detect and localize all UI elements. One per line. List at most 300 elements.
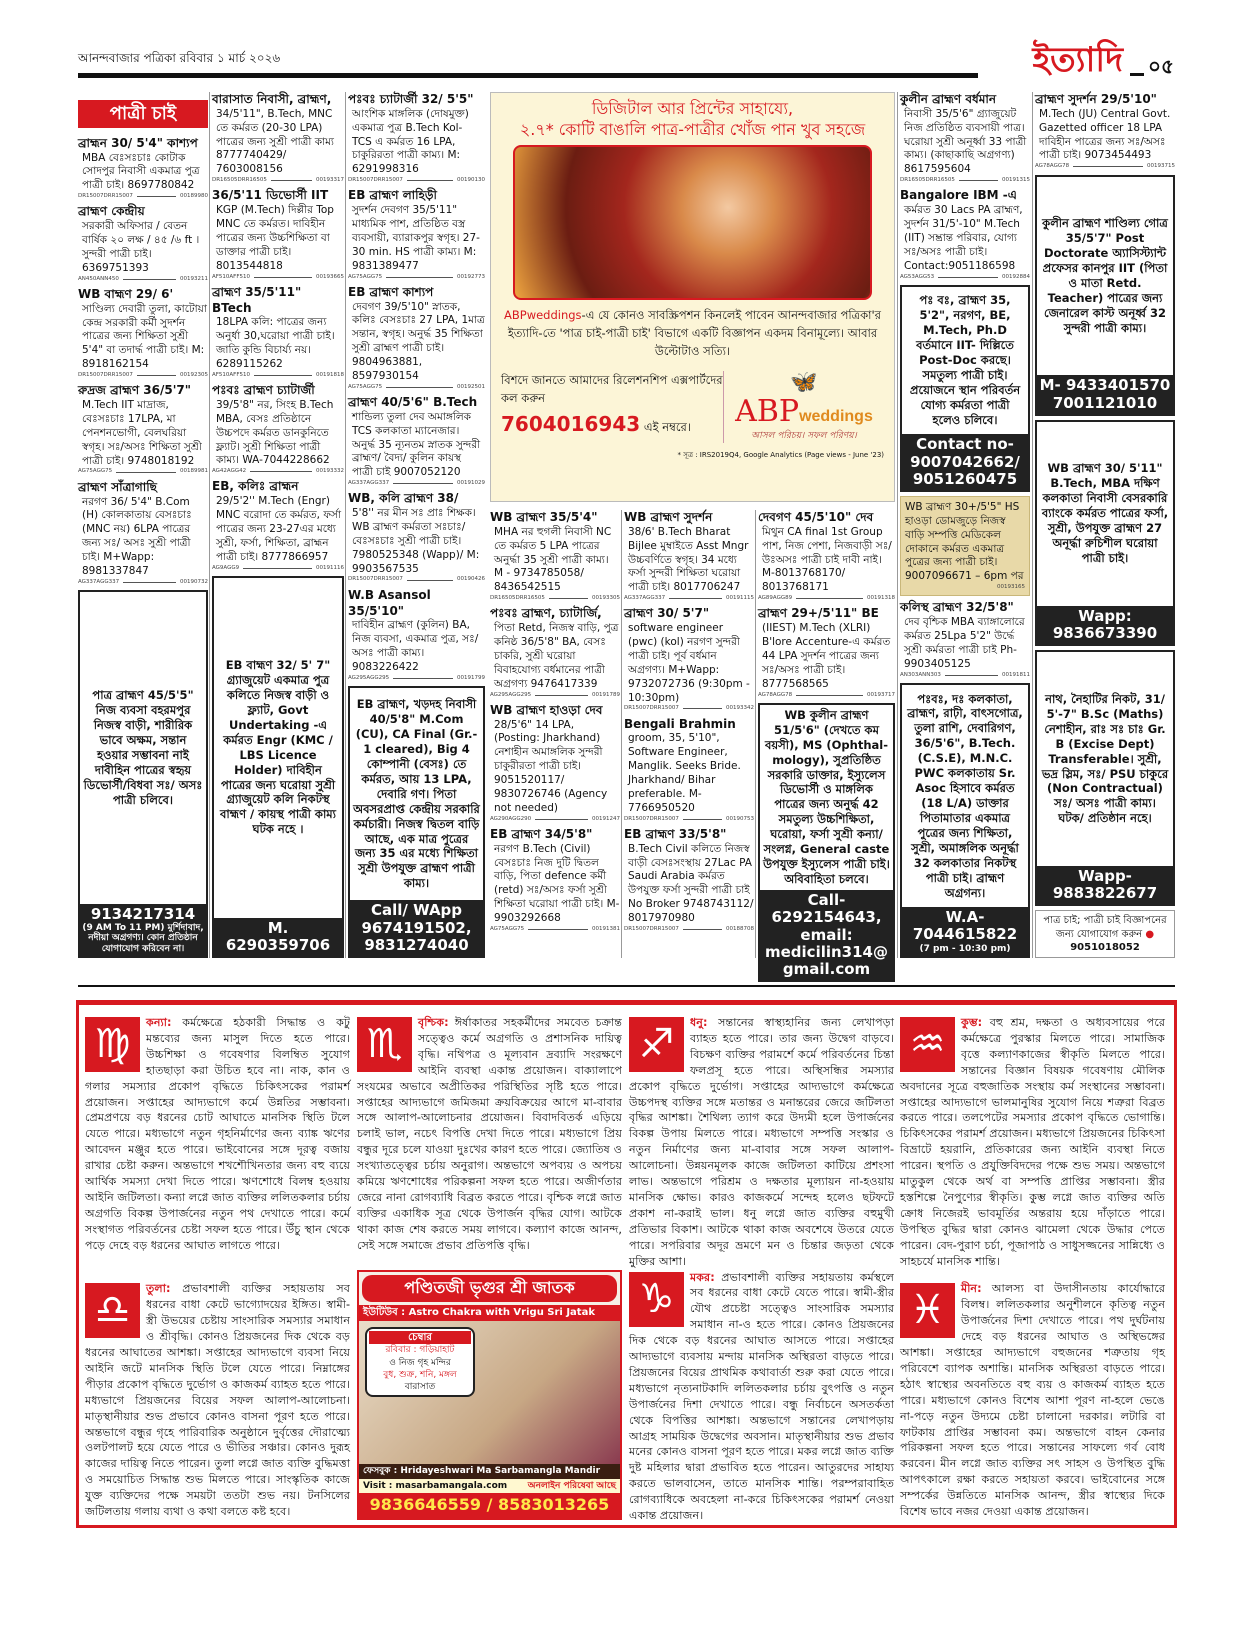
ad-code-right: 00193317 <box>316 177 344 184</box>
classified-ad <box>900 600 1030 679</box>
astro-online: অনলাইন পরিষেবা আছে <box>527 1480 616 1491</box>
ad-body: MBA বেঃসঃচাঃ কোটাক সোদপুর নিবাসী একমাত্র পুত্র পাত্রী চাই। 8697780842 <box>82 151 200 192</box>
column-divider <box>755 510 756 958</box>
ad-code <box>624 705 754 712</box>
ad-code-right: 00189980 <box>180 193 208 200</box>
ad-code <box>348 384 485 391</box>
classified-column-8 <box>1035 92 1175 958</box>
ad-title: পঃবঃ চ্যাটার্জী 32/ 5'5" <box>348 92 474 106</box>
classified-ad <box>490 606 620 698</box>
shaded-ad-text: WB ব্রাহ্মণ 30+/5'5" HS হাওড়া ডোমজুড়ে নিজস্ব বাড়ি সম্পত্তি মেডিকেল দোকানে কর্মরত একমাত্র পুত্রের জন্য পাত্রী চাই। 9007096671 – 6pm পর <box>905 501 1024 583</box>
boxed-ad <box>212 576 344 958</box>
classified-ad <box>78 287 208 379</box>
ad-code-right: 00192773 <box>457 273 485 280</box>
ad-code-rule <box>137 375 176 376</box>
horoscope-dhanu <box>629 1015 894 1270</box>
chamber-box <box>365 1327 475 1397</box>
ad-code-left: AG337AGG337 <box>624 595 666 602</box>
boxed-ad-phone: M. 6290359706 <box>225 918 331 954</box>
ad-code-rule <box>796 695 863 696</box>
sign-text: প্রভাবশালী ব্যক্তির সহায়তায় কর্মস্থলে সব ধরনের বাধা কেটে যেতে পারে। স্বামী-স্ত্রীর যৌথ প্রচেষ্টা সত্ত্বেও সাংসারিক সমস্যার সমাধান না-ও হতে পারে। কোনও প্রিয়জনের দিক থেকে বড় ধরনের আঘাত আসতে পারে। সপ্তাহের আদ্যভাগে ব্যবসায় মন্দায় মানসিক অস্থিরতা বাড়তে পারে। প্রিয়জনের বিয়ের প্রাথমিক কথাবার্তা শুরু করা যেতে পারে। মধ্যভাগে নৃত্যনাটকাদি ললিতকলার চর্চায় বুৎপত্তি ও নতুন উপার্জনের দিশা দেখাতে পারে। বন্ধু নির্বাচনে অসতর্কতা থেকে বিপত্তির আশঙ্কা। অন্তভাগে সন্তানের লেখাপড়ায় আগ্রহ সাময়িক উদ্বেগের অবসান। মাতৃস্থানীয়ার শুভ প্রভাব মনের কোনও বাসনা পূরণ হতে পারে। মকর লগ্নে জাত ব্যক্তি দুষ্ট মহিলার দ্বারা প্রভাবিত হতে পারেন। আতুরদের সাহায্য করতে ভালবাসেন, তাতে মানসিক শান্তি। পরম্পরাবাহিত রোগব্যাধিকে অবহেলা না-করে চিকিৎসকের পরামর্শ নেওয়া একান্ত প্রয়োজন। <box>629 1270 894 1523</box>
ad-code <box>212 177 344 184</box>
shaded-ad <box>900 496 1030 596</box>
ad-code-right: 00190130 <box>457 177 485 184</box>
column-divider <box>621 510 622 958</box>
classified-ad <box>1035 92 1175 171</box>
horoscope-column-4 <box>900 1015 1165 1520</box>
ad-code-left: AG75AGG75 <box>78 468 113 475</box>
sign-text: ঈর্ষাকাতর সহকর্মীদের সমবেত চক্রান্ত সত্ত্বেও কর্মে অগ্রগতি ও প্রশাসনিক দায়িত্ব বৃদ্ধি। নথিপত্র ও মূল্যবান দ্রব্যাদি সংরক্ষণে আইনি ব্যবস্থা একান্ত প্রয়োজন। বাক্যালাপে সংযমের অভাবে অপ্রীতিকর পরিস্থিতির সৃষ্টি হতে পারে। সপ্তাহের আদ্যভাগে জমিজমা ক্রয়বিক্রয়ের আগে মা-বাবার সঙ্গে আলাপ-আলোচনার প্রয়োজন। বিবাদবিতর্ক এড়িয়ে চলাই ভাল, নচেৎ বিপত্তি দেখা দিতে পারে। মধ্যভাগে প্রিয় বন্ধুর দূরে চলে যাওয়া দুঃখের কারণ হতে পারে। জ্যোতিষ ও সংখ্যাতত্ত্বের চর্চায় অনুরাগ। অন্তভাগে অপব্যয় ও অপচয় কমিয়ে ঋণশোধের পরিকল্পনা সফল হতে পারে। অজীর্ণতার জেরে নানা রোগব্যাধি বিব্রত করতে পারে। বৃশ্চিক লগ্নে জাত ব্যক্তির একাধিক সূত্র থেকে উপার্জন বৃদ্ধির যোগ। আটকে থাকা কাজ শেষ করতে সময় লাগবে। কল্যাণ কাজে আনন্দ, সেই সঙ্গে সমাজে প্রভাব প্রতিপত্তি বৃদ্ধি। <box>357 1016 623 1252</box>
classified-ad <box>78 204 208 283</box>
boxed-ad <box>1035 420 1175 646</box>
ad-code-right: 00193665 <box>316 273 344 280</box>
ad-title: ব্রাহ্মণ 29+/5'11" BE <box>758 606 879 621</box>
ad-code-rule <box>116 472 176 473</box>
ad-code-left: AF510AFF510 <box>212 371 251 378</box>
ad-code <box>212 565 344 572</box>
ad-code-rule <box>535 695 588 696</box>
ad-title: ব্রাহ্মণ সাঁত্রাগাছি <box>78 479 157 494</box>
header-rule-short <box>1130 73 1144 76</box>
column-divider <box>345 92 346 958</box>
ad-code-rule <box>1073 166 1143 167</box>
ad-code-right: 00190753 <box>726 815 754 822</box>
advertise-notice <box>1035 910 1175 958</box>
ad-code-left: AG75AGG75 <box>348 383 383 390</box>
ad-body: আংশিক মাঙ্গলিক (দোষমুক্ত) একমাত্র পুত্র B.Tech Kol- TCS এ কর্মরত 16 LPA, চাকুরিরতা পাত্রী কাম্য। M: 6291998316 <box>352 107 469 176</box>
ad-title: Bengali Brahmin <box>624 716 736 731</box>
classified-ad <box>212 285 344 379</box>
ad-code-left: AG42AGG42 <box>212 468 247 475</box>
ad-code-left: AG89AGG89 <box>758 595 793 602</box>
ad-code <box>78 579 208 586</box>
ad-code-right: 00193305 <box>592 595 620 602</box>
boxed-ad-contact <box>1037 606 1173 645</box>
ad-code-left: DR15007DRR15007 <box>348 576 403 583</box>
astro-phones: 9836646559 / 8583013265 <box>359 1493 620 1518</box>
chamber-label: চেম্বার <box>369 1331 471 1345</box>
ad-title: রুদ্রজ ব্রাহ্মণ 36/5'7" <box>78 383 192 398</box>
boxed-ad-phone: M- 9433401570 7001121010 <box>1039 376 1171 412</box>
ad-code <box>348 480 485 487</box>
horoscope-tula <box>85 1281 350 1520</box>
ad-code-right: 00191818 <box>316 371 344 378</box>
boxed-ad-contact <box>350 900 483 956</box>
boxed-ad-text: পঃবঃ, দঃ কলকাতা, ব্রাহ্মণ, রাঢ়ী, বাৎসগোত্র, তুলা রাশি, দেবারিগণ, 36/5'6", B.Tech. (C.S.E), M.N.C. PWC কলকাতায় Sr. Asoc হিসাবে কর্মরত (18 L/A) ডাক্তার পিতামাতার একমাত্র পুত্রের জন্য শিক্ষিতা, সুশ্রী, অমাঙ্গলিক অনূর্দ্ধা 32 কলকাতার নিকটস্থ পাত্রী চাই। ব্রাহ্মণ অগ্রগন্য। <box>907 691 1023 900</box>
ad-code-right: 00193342 <box>726 705 754 712</box>
paper-date: আনন্দবাজার পত্রিকা রবিবার ১ মার্চ ২০২৬ <box>78 51 281 65</box>
boxed-ad-contact <box>760 890 893 980</box>
ad-title: ব্রাহ্মণ 35/5'11" BTech <box>212 284 302 315</box>
ad-code <box>905 584 1025 591</box>
ad-code <box>624 595 754 602</box>
abpweddings-ad <box>490 92 895 502</box>
ad-code <box>348 274 485 281</box>
ad-body: 5'8'' নর মীন সঃ প্রাঃ শিক্ষক। WB ব্রাহ্মণ কর্মরতা সঃচাঃ/ বেঃসঃচাঃ সুশ্রী পাত্রী চাই। 7980525348 (Wapp)/ M: 9903567535 <box>352 507 480 575</box>
pisces-icon: ♓ <box>900 1283 955 1338</box>
ad-body: 34/5'11", B.Tech, MNC তে কর্মরত (20-30 LPA) পাত্রের জন্য সুশ্রী পাত্রী কাম্য 8777740429/ 7603008156 <box>216 107 334 176</box>
boxed-ad <box>900 285 1030 492</box>
aquarius-icon: ♒ <box>900 1017 955 1072</box>
abp-brand: ABPweddings <box>504 307 582 322</box>
classified-ad <box>78 136 208 201</box>
ad-code <box>348 177 485 184</box>
butterfly-icon: 🦋 <box>790 369 818 395</box>
boxed-ad-text: কুলীন ব্রাহ্মণ শাণ্ডিল্য গোত্র 35/5'7" Post Doctorate অ্যাসিস্ট্যান্ট প্রফেসর কানপুর IIT (পিতা ও মাতা Retd. Teacher) পাত্রের জন্য জেনারেল কাস্ট অনূর্ধ্ব 32 সুন্দরী পাত্রী কাম্য। <box>1042 216 1168 335</box>
ad-code-left: AG295AGG295 <box>348 674 390 681</box>
boxed-ad-text: EB ব্রাহ্মণ, খড়দহ নিবাসী 40/5'8" M.Com (CU), CA Final (Gr.- 1 cleared), Big 4 কোম্পানী (বেসঃ) তে কর্মরত, আয় 13 LPA, দেবারি গণ। পিতা অবসরপ্রাপ্ত কেন্দ্রীয় সরকারি কর্মচারী। নিজস্ব দ্বিতল বাড়ি আছে, এক মাত্র পুত্রের জন্য 35 এর মধ্যে শিক্ষিতা সুশ্রী উপযুক্ত ব্রাহ্মণ পাত্রী কাম্য। <box>353 697 480 891</box>
ad-code-right: 00193165 <box>997 584 1025 591</box>
boxed-ad-text: EB বাহ্মণ 32/ 5' 7" গ্র্যাজুয়েট একমাত্র পুত্র কলিতে নিজস্ব বাড়ী ও ফ্ল্যাট, Govt Undertaking -এ কর্মরত Engr (KMC / LBS Licence Holder) দাবিহীন পাত্রের জন্য ঘরোয়া সুশ্রী গ্র্যাজুয়েট কলি নিকটস্থ বাহ্মণ / কায়স্থ পাত্রী কাম্য ঘটক নহে । <box>220 658 336 837</box>
sign-name: তুলা: <box>146 1282 171 1296</box>
astro-facebook: ফেসবুক : Hridayeshwari Ma Sarbamangla Mandir <box>359 1464 620 1479</box>
ad-body: দেব বৃশ্চিক MBA ব্যাঙ্গালোরে কর্মরত 25Lpa 5'2" উর্দ্ধে সুশ্রী কর্মরতা পাত্রী চাই Ph-9903405125 <box>904 616 1025 670</box>
astro-youtube: ইউটিউব : Astro Chakra with Vrigu Sri Jatak <box>359 1305 620 1321</box>
ad-code-right: 00190426 <box>457 576 485 583</box>
ad-code-left: AG53AGG53 <box>900 273 935 280</box>
boxed-ad-contact <box>80 904 206 956</box>
ad-code-rule <box>683 708 722 709</box>
ad-code-left: DR16505DRR16505 <box>900 177 955 184</box>
classified-ad <box>348 588 485 682</box>
libra-icon: ♎ <box>85 1283 140 1338</box>
ad-code-right: 00191115 <box>726 595 754 602</box>
ad-title: কুলীন ব্রাহ্মণ বর্ধমান <box>900 92 997 106</box>
ad-code <box>758 692 895 699</box>
ad-body: সাণ্ডিল্য দেবারী তুলা, কাটোয়া কেন্দ্র সরকারী কর্মী সুদর্শন পাত্রের জন্য শিক্ষিতা সুশ্রী 5'4" বা তদার্দ্ধ পাত্রী চাই। M: 8918162154 <box>82 302 207 371</box>
ad-code <box>900 177 1030 184</box>
scorpio-icon: ♏ <box>357 1017 412 1072</box>
boxed-ad <box>1035 650 1175 906</box>
boxed-ad <box>348 686 485 958</box>
boxed-ad-phone: Wapp- 9883822677 <box>1052 866 1158 903</box>
abp-logo-main: ABP <box>735 393 800 429</box>
ad-code-right: 00193211 <box>180 275 208 282</box>
classified-ad <box>212 92 344 184</box>
classified-column-2 <box>212 92 344 958</box>
header-rule <box>78 73 978 78</box>
boxed-ad-contact <box>1037 866 1173 905</box>
horoscope-makar <box>629 1270 894 1525</box>
ad-code <box>348 576 485 583</box>
boxed-ad <box>78 590 208 958</box>
ad-code-right: 00192501 <box>457 383 485 390</box>
abp-phone: 7604016943 <box>501 411 641 436</box>
classified-ad <box>624 606 754 712</box>
horoscope-vrishchik <box>357 1015 622 1254</box>
abp-headline-1: ডিজিটাল আর প্রিন্টের সাহায্যে, <box>591 99 794 118</box>
ad-body: নিবাসী 35/5'6" গ্র্যাজুয়েট নিজ প্রতিষ্ঠিত ব্যবসায়ী পাত্র। ঘরোয়া সুশ্রী অনূর্ধ্বা 33 পাত্রী কাম্য। (কাছাকাছি অগ্রগণ্য) 8617595604 <box>904 107 1027 176</box>
ad-title: কলিস্থ ব্রাহ্মণ 32/5'8" <box>900 600 1014 615</box>
ad-code-right: 00190732 <box>180 578 208 585</box>
astrologer-photo <box>359 1321 620 1464</box>
boxed-ad <box>900 683 1030 958</box>
notice-phone: 9051018052 <box>1070 941 1140 953</box>
boxed-ad-phone: Call/ WApp 9674191502, 9831274040 <box>361 901 472 954</box>
ad-code-rule <box>386 387 453 388</box>
ad-body: নরগণ 36/ 5'4" B.Com (H) কোলকাতায় বেসঃচাঃ (MNC নয়) 6LPA পাত্রের জন্য সঃ/ অসঃ সুশ্রী পাত্রী চাই। M+Wapp: 8981337847 <box>82 495 192 577</box>
classified-column-1 <box>78 92 208 958</box>
ad-code <box>1035 163 1175 170</box>
ad-code-rule <box>796 598 863 599</box>
horoscope-column-2 <box>357 1015 622 1520</box>
classified-ad <box>758 606 895 698</box>
ad-code-right: 00191381 <box>592 925 620 932</box>
ad-body: M.Tech (JU) Central Govt. Gazetted officer 18 LPA দাবিহীন পাত্রের জন্য সঃ/অসঃ পাত্রী চাই। 9073454493 <box>1039 107 1171 162</box>
ad-code-left: AG78AGG78 <box>1035 163 1070 170</box>
ad-code <box>624 926 754 933</box>
boxed-ad-note: (9 AM To 11 PM) মুর্শিদাবাদ, নদীয়া অগ্রগণ্য। কোন প্রতিষ্ঠান যোগাযোগ করিবেন না। <box>82 922 204 954</box>
ad-title: পঃবঃ ব্রাহ্মণ চ্যাটার্জী <box>212 383 315 398</box>
horoscope-column-1 <box>85 1015 350 1520</box>
ad-body: 38/6' B.Tech Bharat Bijlee মুম্বাইতে Asst Mngr উচ্চবর্ণিতে স্বগৃহ। 34 মধ্যে ফর্সা সুন্দরী শিক্ষিতা ঘরোয়া পাত্রী চাই। 8017706247 <box>628 525 749 594</box>
column-divider <box>897 92 898 958</box>
page-number: ০৫ <box>1148 54 1174 78</box>
ad-title: বারাসাত নিবাসী, ব্রাহ্মণ, <box>212 92 332 106</box>
sign-name: বৃশ্চিক: <box>418 1016 449 1029</box>
ad-body: (IIEST) M.Tech (XLRI) B'lore Accenture-এ কর্মরত 44 LPA সুদর্শন পাত্রের জন্য সঃ/অসঃ পাত্রী চাই। 8777568565 <box>762 622 891 690</box>
sign-text: কর্মক্ষেত্রে হঠকারী সিদ্ধান্ত ও কটু মন্তব্যের জন্য মাসুল দিতে হতে পারে। উচ্চশিক্ষা ও গবেষণার বিলম্বিত সুযোগ হাতছাড়া করা উচিত হবে না। নাক, কান ও গলার সমস্যার প্রকোপ বৃদ্ধিতে চিকিৎসকের পরামর্শ প্রয়োজন। সপ্তাহের আদ্যভাগে কর্মে উন্নতির সম্ভাবনা। প্রেমপ্রণয়ে বড় ধরনের চোট আঘাতে মানসিক স্থিতি টলে যেতে পারে। মধ্যভাগে নতুন গৃহনির্মাণের জন্য ব্যাঙ্ক ঋণের আবেদন মঞ্জুর হতে পারে। ভাইবোনের সঙ্গে দূরত্ব বজায় রাখার চেষ্টা করুন। অন্তভাগে শখশৌখিনতার জন্য বহু ব্যয়ে আর্থিক সমস্যা দেখা দিতে পারে। ঋণশোধে বিলম্ব হওয়ায় আইনি জটিলতা। কন্যা লগ্নে জাত ব্যক্তির ললিতকলার চর্চায় অগ্রগতি বিকল্প উপার্জনের নতুন পথ দেখাতে পারে। কর্মে সংস্থাগত পরিবর্তনের চেষ্টা সফল হতে পারে। উঁচু স্থান থেকে পড়ে দেহে বড় ধরনের আঘাত লাগতে পারে। <box>85 1016 350 1252</box>
boxed-ad-contact <box>902 434 1028 490</box>
ad-code-left: AG337AGG337 <box>348 480 390 487</box>
ad-code-rule <box>243 568 312 569</box>
boxed-ad <box>1035 175 1175 416</box>
boxed-ad-phone: Contact no- 9007042662/ 9051260475 <box>910 435 1020 488</box>
classified-ad <box>212 188 344 280</box>
classified-ad <box>78 480 208 586</box>
ad-code-right: 00191247 <box>592 815 620 822</box>
abp-phone-suffix: এই নম্বরে। <box>643 419 691 434</box>
abp-logo-sub: weddings <box>799 407 873 425</box>
classified-ad <box>900 188 1030 280</box>
classified-ad <box>490 703 620 823</box>
classified-ad <box>78 383 208 475</box>
abp-footnote: * সূত্র : IRS2019Q4, Google Analytics (Page views - June '23) <box>677 450 884 459</box>
boxed-ad-text: পাত্র ব্রাহ্মণ 45/5'5" নিজ ব্যবসা বহরমপুর নিজস্ব বাড়ী, শারীরিক ভাবে অক্ষম, সন্তান হওয়ার সম্ভাবনা নাই দাবীহিন পাত্রের স্বহৃয় ডিভোর্সী/বিধবা সঃ/ অসঃ পাত্রী চলিবে। <box>83 688 203 807</box>
ad-code-left: AG290AGG290 <box>490 815 532 822</box>
ad-title: W.B Asansol 35/5'10" <box>348 587 431 618</box>
virgo-icon: ♍ <box>85 1017 140 1072</box>
abp-call-text: বিশদে জানতে আমাদের রিলেশনশিপ এক্সপার্টদের কল করুন <box>501 372 723 406</box>
chamber-days: বুধ, শুক্র, শনি, মঙ্গল <box>383 1369 457 1380</box>
ad-code-rule <box>669 598 722 599</box>
chamber-day: রবিবার : গড়িয়াহাট <box>385 1345 455 1356</box>
ad-body: B.Tech Civil কলিতে নিজস্ব বাড়ী বেসঃসংস্থায় 27Lac PA Saudi Arabia কর্মরত উপযুক্ত ফর্সা সুন্দরী পাত্রী চাই No Broker 9748743112/ 8017970980 <box>628 842 754 924</box>
ad-code-rule <box>271 180 312 181</box>
classified-ad <box>348 188 485 280</box>
ad-code-right: 00191318 <box>867 595 895 602</box>
ad-title: EB ব্রাহ্মণ 34/5'8" <box>490 826 593 841</box>
ad-code-rule <box>407 580 453 581</box>
boxed-ad-text: WB ব্রাহ্মণ 30/ 5'11" B.Tech, MBA দক্ষিণ কলকাতা নিবাসী বেসরকারি ব্যাংকে কর্মরত পাত্রের ফর্সা, সুশ্রী, উপযুক্ত ব্রাহ্মণ 27 অনূর্দ্ধা রুচিশীল ঘরোয়া পাত্রী চাই। <box>1041 461 1169 566</box>
ad-title: EB, কলিঃ ব্রাহ্মন <box>212 479 299 494</box>
ad-title: পঃবঃ ব্রাহ্মণ, চ্যাটার্জি, <box>490 606 602 621</box>
classified-ad <box>348 491 485 583</box>
ad-code-left: DR15007DRR15007 <box>78 372 133 379</box>
section-rule <box>78 985 1175 987</box>
ad-code-rule <box>945 675 998 676</box>
ad-title: WB ব্রাহ্মণ সুদর্শন <box>624 510 713 524</box>
ad-code-right: 00191789 <box>592 691 620 698</box>
ad-code <box>78 372 208 379</box>
ad-body: 39/5'8" নর, সিংহ B.Tech MBA, বেসঃ প্রতিষ্ঠানে উচ্চপদে কর্মরত ডানকুনিতে ফ্ল্যাট। সুশ্রী শিক্ষিতা পাত্রী কাম্য। WA-7044228662 <box>216 398 334 467</box>
classified-ad <box>624 717 754 823</box>
section-title: ইত্যাদি <box>1028 40 1127 80</box>
ad-title: EB ব্রাহ্মণ 33/5'8" <box>624 826 727 841</box>
ad-code-rule <box>254 375 312 376</box>
ad-code-left: DR15007DRR15007 <box>624 925 679 932</box>
boxed-ad-text: পঃ বঃ, ব্রাহ্মণ 35, 5'2", নরগণ, BE, M.Tech, Ph.D বর্তমানে IIT- দিল্লিতে Post-Doc করছে। সমতুল্য পাত্রী চাই। প্রয়োজনে স্থান পরিবর্তন যোগ্য কর্মরতা পাত্রী হলেও চলিবে। <box>909 293 1021 427</box>
ad-body: দেবগণ 39/5'10" স্নাতক, কলিঃ বেসঃচাঃ 27 LPA, 1মাত্র সন্তান, স্বগৃহ। অনুর্দ্ধ 35 শিক্ষিতা সুশ্রী ব্রাহ্মণ পাত্রী চাই। 9804963881, 8597930154 <box>352 300 485 382</box>
sign-name: মীন: <box>961 1282 982 1296</box>
ad-code <box>212 468 344 475</box>
ad-body: কর্মরত 30 Lacs PA ব্রাহ্মণ, সুদর্শন 31/5'-10" M.Tech (IIT) সম্ভ্রান্ত পরিবার, যোগ্য সঃ/অসঃ পাত্রী চাই। Contact:9051186598 <box>904 204 1023 272</box>
astrologer-ad <box>357 1270 622 1520</box>
ad-code <box>758 595 895 602</box>
sign-name: ধনু: <box>690 1016 708 1029</box>
ad-code-left: DR15007DRR15007 <box>348 177 403 184</box>
horoscope-kanya <box>85 1015 350 1254</box>
ad-code-rule <box>959 180 998 181</box>
ad-title: EB ব্রাহ্মণ কাশ্যপ <box>348 284 434 299</box>
chamber-home: ও নিজ গৃহ মন্দির <box>389 1357 451 1368</box>
classified-ad <box>624 827 754 933</box>
ad-code-left: AG337AGG337 <box>78 578 120 585</box>
ad-code-rule <box>123 279 176 280</box>
ad-title: দেবগণ 45/5'10" দেব <box>758 510 874 524</box>
classified-ad <box>490 510 620 602</box>
ad-body: groom, 35, 5'10", Software Engineer, Manglik. Seeks Bride. Jharkhand/ Bihar preferable. M-7766950520 <box>628 732 741 814</box>
ad-code-rule <box>393 678 453 679</box>
boxed-ad-contact <box>1037 375 1173 414</box>
abp-tagline: আসল পরিচয়। সফল পরিণয়। <box>751 430 857 441</box>
ad-code <box>212 274 344 281</box>
ad-code-right: 00193332 <box>316 468 344 475</box>
ad-code <box>624 816 754 823</box>
ad-title: ব্রাহ্মণ 30/ 5'7" <box>624 606 710 621</box>
sign-text: প্রভাবশালী ব্যক্তির সহায়তায় সব ধরনের বাধা কেটে ভাগ্যোদয়ের ইঙ্গিত। স্বামী-স্ত্রী উভয়ের চেষ্টায় সাংসারিক সমস্যার সমাধান ও শ্রীবৃদ্ধি। কোনও প্রিয়জনের দিক থেকে বড় ধরনের আঘাতের আশঙ্কা। সপ্তাহের আদ্যভাগে ব্যবসা নিয়ে আইনি জটে মানসিক স্থিতি টলে যেতে পারে। নিম্নাঙ্গের পীড়ার প্রকোপ বৃদ্ধিতে দুর্ভোগ ও কাজকর্ম ব্যাহত হতে পারে। মধ্যভাগে প্রিয়জনের বিয়ের সফল আলাপ-আলোচনা। মাতৃস্থানীয়ার শুভ প্রভাবে কোনও বাসনা পূরণ হতে পারে। অন্তভাগে বন্ধুর গৃহে পারিবারিক অনুষ্ঠানে দুর্বৃত্তের দৌরাত্ম্যে ওলটপালট হয়ে যেতে পারে ও ভীতির সঞ্চার। কোনও দুরূহ কাজের দায়িত্ব নিতে পারেন। তুলা লগ্নে জাত ব্যক্তি বুদ্ধিমত্তা ও সময়োচিত সিদ্ধান্ত শুভ মিলতে পারে। সাংস্কৃতিক কাজে যুক্ত ব্যক্তিদের পক্ষে সময়টা ততটা শুভ নয়। টনসিলের জটিলতায় গলায় ব্যথা ও কথা বলতে কষ্ট হবে। <box>85 1282 350 1519</box>
abp-offer-text: -এ যে কোনও সাবস্ক্রিপশন কিনলেই পাবেন আনন্দবাজার পত্রিকা'র ইত্যাদি-তে 'পাত্র চাই-পাত্রী চাই' বিভাগে একটি বিজ্ঞাপন একদম বিনামূল্যে। আবার উল্টোটাও সত্যি। <box>507 307 881 359</box>
ad-code <box>78 276 208 283</box>
horoscope-column-3 <box>629 1015 895 1523</box>
ad-code-right: 00189981 <box>180 468 208 475</box>
ad-code-right: 00191799 <box>457 674 485 681</box>
ad-code-rule <box>250 471 312 472</box>
sagittarius-icon: ♐ <box>629 1017 684 1072</box>
boxed-ad-note: (7 pm - 10:30 pm) <box>919 943 1011 954</box>
classified-ad <box>212 479 344 571</box>
ad-code-rule <box>386 277 453 278</box>
ad-title: Bangalore IBM -এ <box>900 188 1017 203</box>
ad-code-right: 00192884 <box>1002 273 1030 280</box>
ad-code-rule <box>137 196 176 197</box>
ad-body: মিথুন CA final 1st Group পাশ, নিজ পেশা, নিজবাড়ী সঃ/উঃঅসঃ পাত্রী চাই দাবী নাই। M-8013768170/ 8013768171 <box>762 525 892 594</box>
astro-website: Visit : masarbamangala.com <box>363 1480 508 1491</box>
ad-title: WB, কলি ব্রাহ্মণ 38/ <box>348 491 459 506</box>
sign-text: আলস্য বা উদাসীনতায় কার্যোদ্ধারে বিলম্ব। ললিতকলার অনুশীলনে কৃতিত্ব নতুন উপার্জনের দিশা দেখাতে পারে। পথ দুর্ঘটনায় দেহে বড় ধরনের আঘাত ও অস্থিভঙ্গের আশঙ্কা। সপ্তাহের আদ্যভাগে বহুজনের শত্রুতায় গৃহ পরিবেশে ব্যাপক অশান্তি। মানসিক অস্থিরতা বাড়তে পারে। হঠাৎ স্বাস্থ্যের অবনতিতে বহু ব্যয় ও কাজকর্ম ব্যাহত হতে পারে। মধ্যভাগে কোনও বিশেষ আশা পূরণ না-হলে ভেঙে না-পড়ে নতুন উদ্যমে চেষ্টা চালানো দরকার। লটারি বা ফাটকায় প্রাপ্তির সম্ভাবনা কম। অন্তভাগে বাহন কেনার পরিকল্পনা সফল হতে পারে। সন্তানের সাফল্যে গর্ব বোধ করবেন। মীন লগ্নে জাত ব্যক্তির সৎ সাহস ও উপস্থিত বুদ্ধি আপৎকালে রক্ষা করতে সহায়তা করবে। ভাইবোনের সঙ্গে সম্পর্কের উন্নতিতে মানসিক আনন্দ, স্ত্রীর স্বাস্থ্যের দিকে বিশেষ ভাবে নজর দেওয়া একান্ত প্রয়োজন। <box>900 1282 1165 1519</box>
boxed-ad-text: WB কুলীন ব্রাহ্মণ 51/5'6" (দেখতে কম বয়সী), MS (Ophthal-mology), সুপ্রতিষ্ঠিত সরকারি ডাক্তার, ইস্যুলেস ডিভোর্সী ও মাঙ্গলিক পাত্রের জন্য অনুর্দ্ধ 42 সমতুল্য উচ্চশিক্ষিতা, ঘরোয়া, ফর্সা সুশ্রী কন্যা/ সংলগ্ন, General caste উপযুক্ত ইস্যুলেস পাত্রী চাই। অবিবাহিতা চলবে। <box>763 707 890 887</box>
horoscope-kumbha <box>900 1015 1165 1270</box>
ad-code-left: DR15007DRR15007 <box>624 705 679 712</box>
ad-code-right: 00191029 <box>457 480 485 487</box>
ad-title: ব্রাহ্মণ কেন্দ্রীয় <box>78 204 145 219</box>
chamber-place: বারাসাত <box>404 1381 436 1392</box>
ad-code <box>900 672 1030 679</box>
classified-ad <box>212 383 344 475</box>
ad-title: EB ব্রাহ্মণ লাহিড়ী <box>348 188 437 203</box>
ad-code-left: AG295AGG295 <box>490 691 532 698</box>
boxed-ad <box>758 703 895 983</box>
boxed-ad-contact <box>902 907 1028 956</box>
boxed-ad-phone: Call-6292154643, email: medicilin314@ gmail.com <box>765 891 888 978</box>
horoscope-meen <box>900 1281 1165 1520</box>
ad-body: সুদর্শন দেবগণ 35/5'11" মাধ্যমিক পাশ, প্রতিষ্ঠিত বস্ত্র ব্যবসায়ী, ব্যারাকপুর স্বগৃহ। 27-30 min. HS পাত্রী কাম্য। M: 9831389477 <box>352 204 480 272</box>
ad-body: MHA নর হুগলী নিবাসী NC তে কর্মরত 5 LPA পাত্রের অনুর্দ্ধা 35 সুশ্রী পাত্রী কাম্য। M - 9734785058/ 8436542515 <box>494 525 612 594</box>
ad-title: WB ব্রাহ্মণ 35/5'4" <box>490 510 598 524</box>
ad-code-left: AF510AFF510 <box>212 273 251 280</box>
ad-code-left: AN450ANN450 <box>78 275 119 282</box>
ad-body: software engineer (pwc) (kol) নরগণ সুন্দরী পাত্রী চাই। পূর্ব বর্ধমান অগ্রগণ্য। M+Wapp: 9732072736 (9:30pm - 10:30pm) <box>628 622 750 704</box>
ad-body: 18LPA কলি: পাত্রের জন্য অনুর্ধা 30,ঘরোয়া পাত্রী চাই। জাতি কুন্ডি বিচার্য্য নয়। 6289115262 <box>216 316 335 370</box>
ad-title: ব্রাহ্মন 30/ 5'4" কাশ্যপ <box>78 135 198 150</box>
bullet-icon: ● <box>1145 928 1155 940</box>
ad-code-right: 00191315 <box>1002 177 1030 184</box>
sign-text: সন্তানের স্বাস্থ্যহানির জন্য লেখাপড়া ব্যাহত হতে পারে। তার জন্য উদ্বেগ বাড়বে। বিচক্ষণ ব্যক্তির পরামর্শে কর্মে পরিবর্তনের চিন্তা ফলপ্রসূ হতে পারে। অস্থিসন্ধির সমস্যার প্রকোপ বৃদ্ধিতে দুর্ভোগ। সপ্তাহের আদ্যভাগে কর্মক্ষেত্রে উচ্চপদস্থ ব্যক্তির সঙ্গে মতান্তর ও মনান্তরের জেরে জটিলতা বৃদ্ধির আশঙ্কা। শৈথিল্য ত্যাগ করে উদ্যমী হলে উপার্জনের বিকল্প উপায় মিলতে পারে। মধ্যভাগে সম্পত্তি সংস্কার ও নতুন নির্মাণের জন্য মা-বাবার সঙ্গে সফল আলাপ-আলোচনা। উন্নয়নমূলক কাজে জটিলতা কাটিয়ে প্রশংসা লাভ। অন্তভাগে পরিশ্রম ও দক্ষতার মূল্যায়ন না-হওয়ায় মানসিক ক্ষোভ। কারও কাজকর্মে সন্দেহ হলেও ছটফটে প্রকাশ না-করাই ভাল। ধনু লগ্নে জাত ব্যক্তির বহুমুখী প্রতিভার বিকাশ। আটকে থাকা কাজ অবশেষে উতরে যেতে পারে। সপরিবার অদূর ভ্রমণে মন ও চিন্তার জড়তা থেকে মুক্তির আশা। <box>629 1016 895 1268</box>
classified-column-5 <box>624 510 754 958</box>
boxed-ad-phone: W.A-7044615822 <box>912 908 1018 944</box>
ad-body: নরগণ B.Tech (Civil) বেসঃচাঃ নিজ দুটি দ্বিতল বাড়ি, পিতা defence কর্মী (retd) সঃ/অসঃ ফর্সা সুশ্রী শিক্ষিতা ঘরোয়া পাত্রী চাই। M- 9903292668 <box>494 842 620 924</box>
ad-body: 28/5'6" 14 LPA, (Posting: Jharkhand) নেশাহীন অমাঙ্গলিক সুন্দরী চাকুরীরতা পাত্রী চাই। 9051520117/ 9830726746 (Agency not needed) <box>494 718 608 814</box>
abp-headline-2: ২.৭* কোটি বাঙালি পাত্র-পাত্রীর খোঁজ পান খুব সহজে <box>519 119 866 139</box>
ad-title: ব্রাহ্মণ সুদর্শন 29/5'10" <box>1035 92 1157 106</box>
ad-body: পিতা Retd, নিজস্ব বাড়ি, পুত্র কনিষ্ঠ 36/5'8" BA, বেসঃ চাকরি, সুশ্রী ঘরোয়া বিবাহযোগ্য বর্ধমানের পাত্রী অগ্রগণ্য 9476417339 <box>494 622 619 690</box>
ad-code-rule <box>254 277 312 278</box>
ad-code-rule <box>123 582 176 583</box>
astro-title: পণ্ডিতজী ভৃগুর শ্রী জাতক <box>362 1275 617 1302</box>
ad-code-left: DR16505DRR16505 <box>490 595 545 602</box>
classified-ad <box>348 285 485 391</box>
ad-code-rule <box>549 598 588 599</box>
boxed-ad-text: নাথ, নৈহাটির নিকট, 31/ 5'-7" B.Sc (Maths) নেশাহীন, রাঃ সঃ চাঃ Gr. B (Excise Dept) Transferable। সুশ্রী, ভদ্র স্লিম, সঃ/ PSU চাকুরে (Non Contractual) সঃ/ অসঃ পাত্রী কাম্য। ঘটক/ প্রতিষ্ঠান নহে। <box>1041 691 1169 826</box>
ad-body: শান্ডিল্য তুলা দেব অমাঙ্গলিক TCS কলকাতা ম্যানেজার। অনুর্দ্ধ 35 ন্যূনতম স্নাতক সুন্দরী ব্রাহ্মণ/ বৈদ্য/ কুলিন কায়স্থ পাত্রী চাই 9007052120 <box>352 410 481 479</box>
ad-code-left: AG75AGG75 <box>348 273 383 280</box>
ad-code <box>900 274 1030 281</box>
ad-code <box>490 926 620 933</box>
ad-body: দাবিহীন ব্রাহ্মণ (কুলিন) BA, নিজ ব্যবসা, একমাত্র পুত্র, সঃ/অসঃ পাত্রী কাম্য। 9083226422 <box>352 619 479 673</box>
ad-code-right: 00188708 <box>726 925 754 932</box>
ad-code-rule <box>528 929 588 930</box>
ad-code-right: 00192305 <box>180 372 208 379</box>
sign-name: মকর: <box>690 1270 715 1284</box>
ad-code-left: AN303ANN303 <box>900 671 941 678</box>
ad-code <box>490 692 620 699</box>
sign-name: কন্যা: <box>146 1016 172 1029</box>
wedding-photo <box>513 145 872 300</box>
ad-code-rule <box>407 180 453 181</box>
ad-code-right: 00191811 <box>1002 671 1030 678</box>
ad-code-left: DR15007DRR15007 <box>624 815 679 822</box>
boxed-ad-phone: Wapp: 9836673390 <box>1052 606 1158 642</box>
boxed-ad-phone: 9134217314 <box>90 904 196 923</box>
ad-code <box>78 468 208 475</box>
abp-logo <box>724 371 884 443</box>
sign-name: কুম্ভ: <box>961 1016 983 1029</box>
ad-code-left: AG9AGG9 <box>212 564 240 571</box>
sign-text: বহু শ্রম, দক্ষতা ও অধ্যবসায়ের পরে কর্মক্ষেত্রে পুরস্কার মিলতে পারে। সামাজিক বৃত্তে কল্যাণকাজের স্বীকৃতি মিলতে পারে। সন্তানের বিজ্ঞান বিষয়ক গবেষণায় মৌলিক অবদানের সূত্রে বহুজাতিক সংস্থায় কর্ম সংস্থানের সম্ভাবনা। সপ্তাহের আদ্যভাগে ভালমানুষির সুযোগ নিয়ে শত্রুরা বিব্রত করতে পারে। তলপেটের সমস্যার প্রকোপ বৃদ্ধিতে ভোগান্তি। চিকিৎসকের পরামর্শ প্রয়োজন। মধ্যভাগে প্রিয়জনের চিকিৎসা বিভ্রাটে হয়রানি, প্রতিকারের জন্য আইনি ব্যবস্থা নিতে পারেন। স্থপতি ও প্রযুক্তিবিদদের পক্ষে শুভ সময়। অন্তভাগে মাতুকুল থেকে অর্থ বা সম্পত্তি প্রাপ্তির সম্ভাবনা। স্ত্রীর হস্তশিল্পে নৈপুণ্যের স্বীকৃতি। কুম্ভ লগ্নে জাত ব্যক্তির অতি ক্রোধ নিজেরই ভাবমূর্তির অন্তরায় হয়ে দাঁড়াতে পারে। উপস্থিত বুদ্ধির দ্বারা কোনও ঝামেলা থেকে উদ্ধার পেতে পারেন। বেদ-পুরাণ চর্চা, পূজাপাঠ ও সাধুসজ্জনের সান্নিধ্যে ও সাহচর্যে মানসিক শান্তি। <box>900 1016 1165 1268</box>
ad-code-left: AG75AGG75 <box>490 925 525 932</box>
ad-code-rule <box>683 819 722 820</box>
ad-code-left: DR15007DRR15007 <box>78 193 133 200</box>
